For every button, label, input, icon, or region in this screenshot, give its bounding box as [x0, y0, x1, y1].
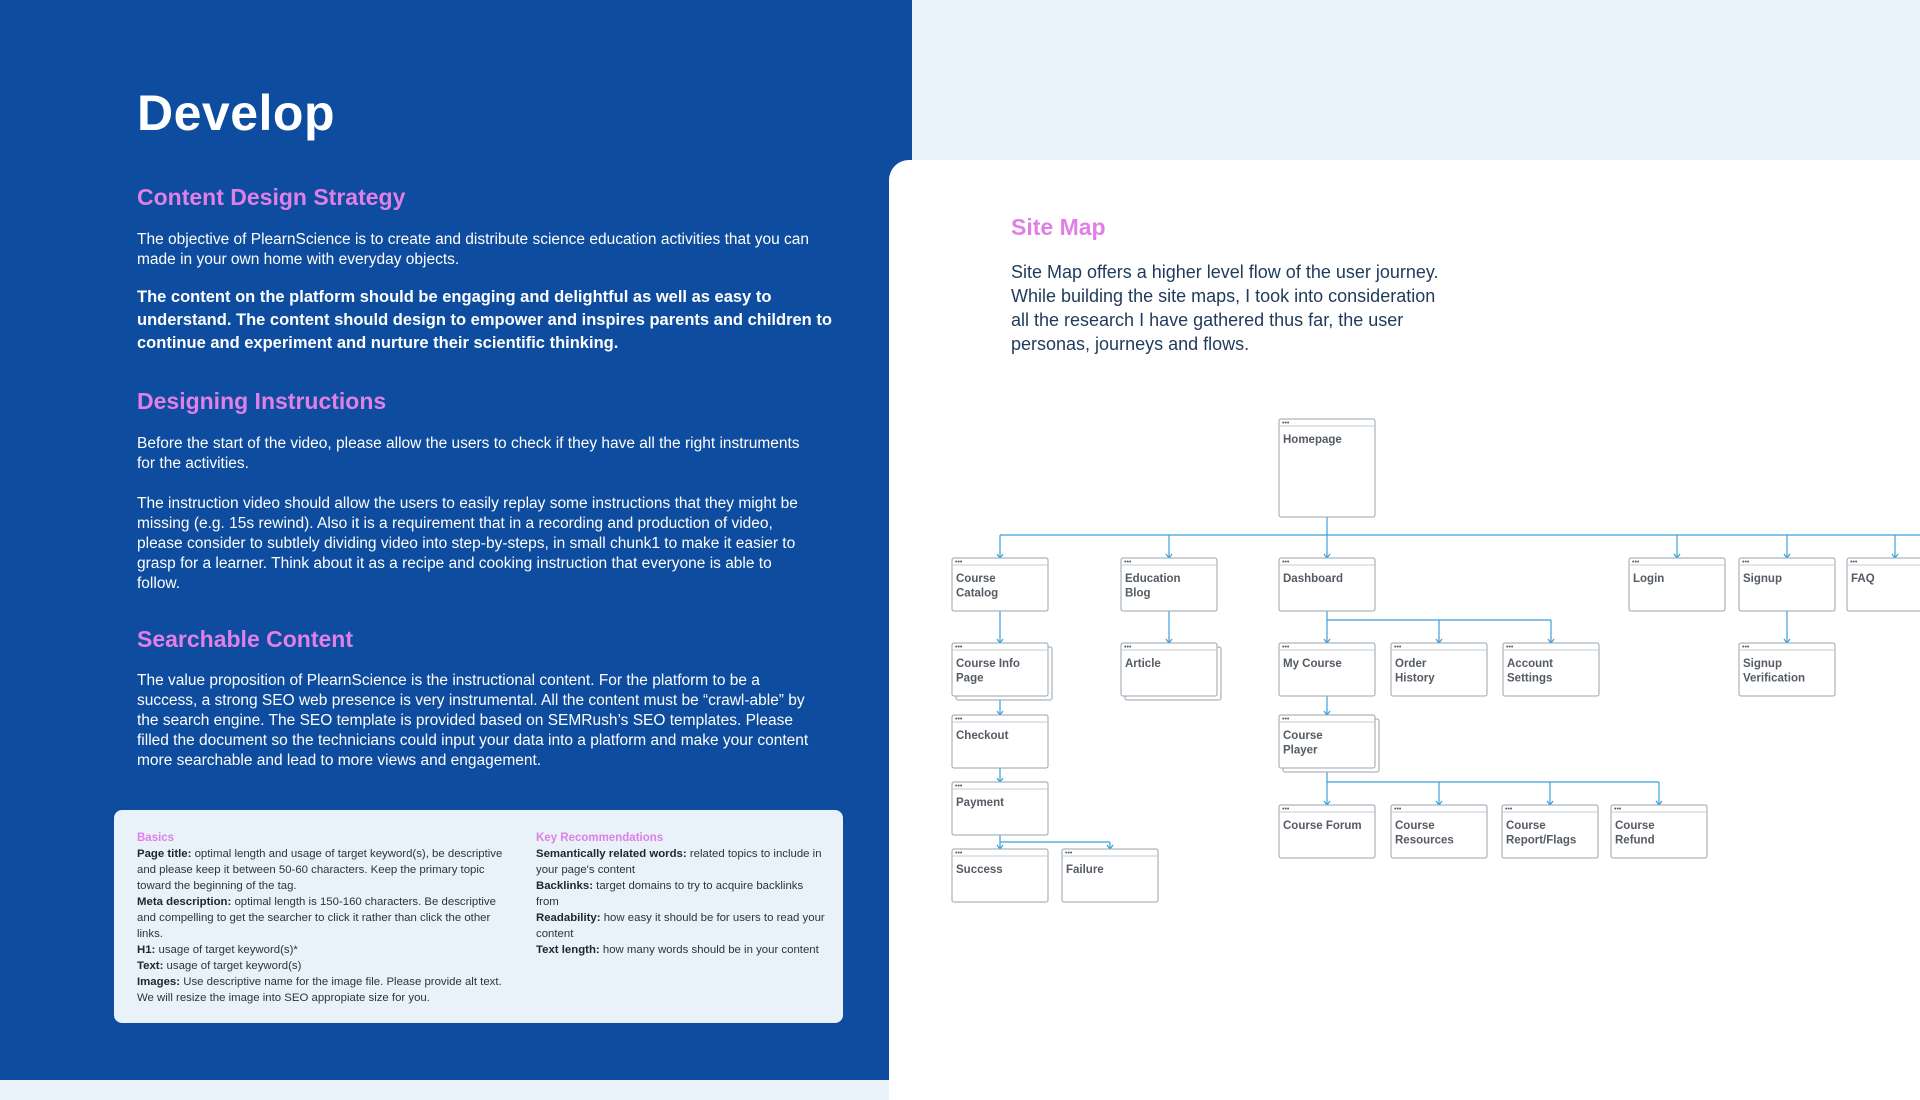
node-label: Login — [1633, 573, 1665, 585]
seo-item-label: Meta description: — [137, 896, 232, 908]
node-label: Course — [1506, 820, 1546, 832]
instructions-heading: Designing Instructions — [137, 388, 387, 414]
content-strategy-emphasis: The content on the platform should be engaging and delightful as well as easy to understand. The content should design to empower and inspires parents and children to continue and experiment and nurture their scientific thinking. — [137, 288, 832, 352]
seo-basics-heading: Basics — [137, 832, 175, 844]
site-map-node-course-resources — [1391, 805, 1487, 858]
site-map-nodes — [952, 419, 1920, 902]
site-map-node-course-player — [1279, 715, 1379, 772]
window-dots-icon: ••• — [1124, 644, 1132, 651]
node-label: Player — [1283, 744, 1318, 757]
site-map-description: Site Map offers a higher level flow of the user journey. While building the site maps, I took into consideration all the research I have gathered thus far, the user personas, journeys and flows. — [1011, 262, 1439, 354]
page-title: Develop — [137, 85, 336, 141]
window-dots-icon: ••• — [1632, 559, 1640, 566]
site-map-node-checkout — [952, 715, 1048, 768]
node-label: Signup — [1743, 658, 1782, 670]
seo-item-text: how many words should be in your content — [599, 944, 819, 956]
node-label: Failure — [1066, 864, 1104, 876]
searchable-paragraph: The value proposition of PlearnScience is the instructional content. For the platform to be a success, a strong SEO web presence is very instrumental. All the content must be “crawl-able” by the search engine. The SEO template is provided based on SEMRush’s SEO templates. Please filled the document so the technicians could input your data into a platform and make your content more searchable and lead to more views and engagement. — [137, 672, 809, 769]
seo-basics-item — [137, 974, 517, 1006]
site-map-node-signup — [1739, 558, 1835, 611]
site-map-node-login — [1629, 558, 1725, 611]
site-map-node-faq — [1847, 558, 1920, 611]
node-label: Resources — [1395, 834, 1454, 847]
window-dots-icon: ••• — [1282, 806, 1290, 813]
site-map-node-order-history — [1391, 643, 1487, 696]
node-label: Success — [956, 864, 1003, 876]
window-dots-icon: ••• — [955, 716, 963, 723]
window-dots-icon: ••• — [955, 783, 963, 790]
seo-item-text: optimal length and usage of target keyword(s), be descriptive and please keep it between 50-60 characters. Keep the primary topic toward the beginning of the tag. — [137, 848, 503, 892]
window-dots-icon: ••• — [1614, 806, 1622, 813]
instructions-paragraph-2: The instruction video should allow the users to easily replay some instructions that they might be missing (e.g. 15s rewind). Also it is a requirement that in a recording and production of video, please consider to subtlely dividing video into step-by-steps, in small chunk1 to make it easier to grasp for a learner. Think about it as a recipe and cooking instruction that everyone is able to follow. — [137, 495, 798, 592]
site-map-node-article — [1121, 643, 1221, 700]
seo-item-label: Readability: — [536, 912, 601, 924]
site-map-node-homepage — [1279, 419, 1375, 517]
site-map-node-course-report-flags — [1502, 805, 1598, 858]
seo-basics-item — [137, 894, 517, 942]
window-dots-icon: ••• — [1282, 420, 1290, 427]
node-label: Refund — [1615, 834, 1655, 847]
site-map-node-education-blog — [1121, 558, 1217, 611]
window-dots-icon: ••• — [1850, 559, 1858, 566]
seo-item-label: H1: — [137, 944, 156, 956]
seo-item-label: Semantically related words: — [536, 848, 687, 860]
right-top-background — [912, 0, 1920, 160]
node-label: Homepage — [1283, 434, 1342, 446]
window-dots-icon: ••• — [955, 559, 963, 566]
site-map-heading: Site Map — [1011, 214, 1106, 240]
node-label: Course — [1283, 730, 1323, 742]
seo-item-label: Backlinks: — [536, 880, 593, 892]
node-label: Course Forum — [1283, 820, 1362, 832]
seo-item-text: target domains to try to acquire backlinks from — [536, 880, 804, 908]
window-dots-icon: ••• — [1505, 806, 1513, 813]
seo-rec-item — [536, 910, 826, 942]
site-map-node-payment — [952, 782, 1048, 835]
window-dots-icon: ••• — [1394, 644, 1402, 651]
node-label: Account — [1507, 658, 1553, 670]
node-label: Article — [1125, 658, 1161, 670]
seo-item-text: Use descriptive name for the image file. Please provide alt text. We will resize the image into SEO appropiate size for you. — [137, 976, 502, 1004]
site-map-node-course-forum — [1279, 805, 1375, 858]
node-label: Settings — [1507, 672, 1553, 685]
node-label: Course — [1395, 820, 1435, 832]
site-map-node-my-course — [1279, 643, 1375, 696]
seo-basics-item — [137, 958, 517, 974]
node-label: Catalog — [956, 587, 999, 600]
window-dots-icon: ••• — [1065, 850, 1073, 857]
seo-template-card — [114, 810, 843, 1023]
window-dots-icon: ••• — [1742, 559, 1750, 566]
window-dots-icon: ••• — [1282, 644, 1290, 651]
window-dots-icon: ••• — [1282, 559, 1290, 566]
seo-item-label: Page title: — [137, 848, 192, 860]
seo-rec-item — [536, 846, 826, 878]
node-label: My Course — [1283, 658, 1342, 670]
site-map-node-course-refund — [1611, 805, 1707, 858]
content-strategy-paragraph: The objective of PlearnScience is to create and distribute science education activities that you can made in your own home with everyday objects. — [137, 231, 810, 268]
site-map-node-account-settings — [1503, 643, 1599, 696]
node-label: History — [1395, 672, 1435, 685]
searchable-heading: Searchable Content — [137, 626, 353, 652]
seo-item-label: Text length: — [536, 944, 600, 956]
seo-basics-item — [137, 846, 517, 894]
seo-item-text: how easy it should be for users to read your content — [536, 912, 825, 940]
seo-item-text: related topics to include in your page's content — [536, 848, 822, 876]
node-label: Verification — [1743, 672, 1805, 685]
node-label: Checkout — [956, 730, 1009, 742]
seo-item-label: Text: — [137, 960, 164, 972]
seo-recommendations-heading: Key Recommendations — [536, 832, 664, 844]
site-map-node-course-info-page — [952, 643, 1052, 700]
seo-rec-item — [536, 878, 826, 910]
node-label: Course Info — [956, 658, 1020, 670]
node-label: Signup — [1743, 573, 1782, 585]
seo-basics-item — [137, 942, 517, 958]
site-map-node-signup-verification — [1739, 643, 1835, 696]
seo-rec-item — [536, 942, 826, 958]
node-label: Education — [1125, 573, 1181, 585]
node-label: FAQ — [1851, 573, 1875, 585]
instructions-paragraph-1: Before the start of the video, please allow the users to check if they have all the right instruments for the activities. — [137, 435, 800, 472]
content-strategy-heading: Content Design Strategy — [137, 184, 406, 210]
site-map-node-course-catalog — [952, 558, 1048, 611]
seo-item-text: optimal length is 150-160 characters. Be descriptive and compelling to get the searcher to click it rather than click the other links. — [137, 896, 496, 940]
window-dots-icon: ••• — [1124, 559, 1132, 566]
node-label: Course — [1615, 820, 1655, 832]
seo-basics-column — [137, 830, 517, 1006]
window-dots-icon: ••• — [955, 644, 963, 651]
seo-item-text: usage of target keyword(s) — [163, 960, 302, 972]
node-label: Payment — [956, 797, 1004, 809]
seo-recommendations-column — [536, 830, 826, 958]
node-label: Blog — [1125, 587, 1151, 600]
seo-item-text: usage of target keyword(s)* — [155, 944, 298, 956]
window-dots-icon: ••• — [1506, 644, 1514, 651]
node-label: Dashboard — [1283, 573, 1344, 585]
window-dots-icon: ••• — [955, 850, 963, 857]
node-label: Course — [956, 573, 996, 585]
site-map-node-failure — [1062, 849, 1158, 902]
node-label: Page — [956, 672, 984, 685]
window-dots-icon: ••• — [1282, 716, 1290, 723]
node-label: Order — [1395, 658, 1427, 670]
node-label: Report/Flags — [1506, 834, 1577, 847]
window-dots-icon: ••• — [1394, 806, 1402, 813]
site-map-node-success — [952, 849, 1048, 902]
seo-item-label: Images: — [137, 976, 181, 988]
window-dots-icon: ••• — [1742, 644, 1750, 651]
site-map-node-dashboard — [1279, 558, 1375, 611]
site-map-diagram — [889, 400, 1920, 920]
